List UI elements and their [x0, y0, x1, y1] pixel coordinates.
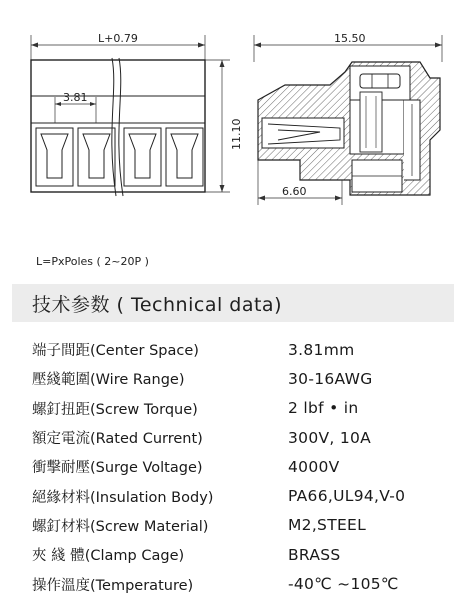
spec-label: 絕緣材料(Insulation Body): [32, 489, 214, 506]
side-view: [254, 32, 442, 205]
dim-pitch-label: 3.81: [63, 91, 88, 104]
spec-label: 操作溫度(Temperature): [32, 577, 194, 594]
spec-value: -40℃ ~105℃: [288, 575, 399, 594]
spec-row-screw-material: [32, 511, 452, 540]
spec-table: [32, 335, 452, 599]
dim-width-label: 15.50: [334, 32, 366, 45]
spec-row-clamp-cage: [32, 540, 452, 569]
dim-length-label: L+0.79: [98, 32, 138, 45]
spec-value: PA66,UL94,V-0: [288, 487, 406, 506]
technical-data-title: 技术参数 ( Technical data): [32, 293, 282, 316]
spec-row-screw-torque: [32, 394, 452, 423]
spec-value: BRASS: [288, 545, 341, 564]
spec-value: 300V, 10A: [288, 428, 372, 447]
spec-value: 2 lbf • in: [288, 399, 359, 418]
spec-label: 端子間距(Center Space): [32, 343, 199, 360]
spec-label: 衝擊耐壓(Surge Voltage): [32, 460, 203, 477]
spec-label: 壓綫範圍(Wire Range): [32, 372, 185, 389]
spec-label: 螺釘扭距(Screw Torque): [32, 401, 198, 418]
technical-drawing: [0, 0, 466, 240]
front-view: [31, 32, 243, 196]
spec-row-center-space: [32, 335, 452, 364]
spec-value: 4000V: [288, 457, 340, 476]
spec-label: 夾 綫 體(Clamp Cage): [32, 548, 185, 565]
spec-value: 3.81mm: [288, 340, 355, 359]
spec-value: M2,STEEL: [288, 516, 367, 535]
technical-data-header: [12, 284, 454, 322]
spec-row-surge-voltage: [32, 452, 452, 481]
spec-row-insulation-body: [32, 481, 452, 510]
spec-row-rated-current: [32, 423, 452, 452]
poles-formula: L=PxPoles ( 2~20P ): [36, 255, 149, 268]
spec-label: 額定電流(Rated Current): [32, 431, 203, 448]
dim-height-label: 11.10: [230, 118, 243, 150]
spec-value: 30-16AWG: [288, 369, 373, 388]
dim-depth-label: 6.60: [282, 185, 307, 198]
spec-row-temperature: [32, 569, 452, 598]
spec-label: 螺釘材料(Screw Material): [32, 518, 209, 535]
spec-row-wire-range: [32, 364, 452, 393]
